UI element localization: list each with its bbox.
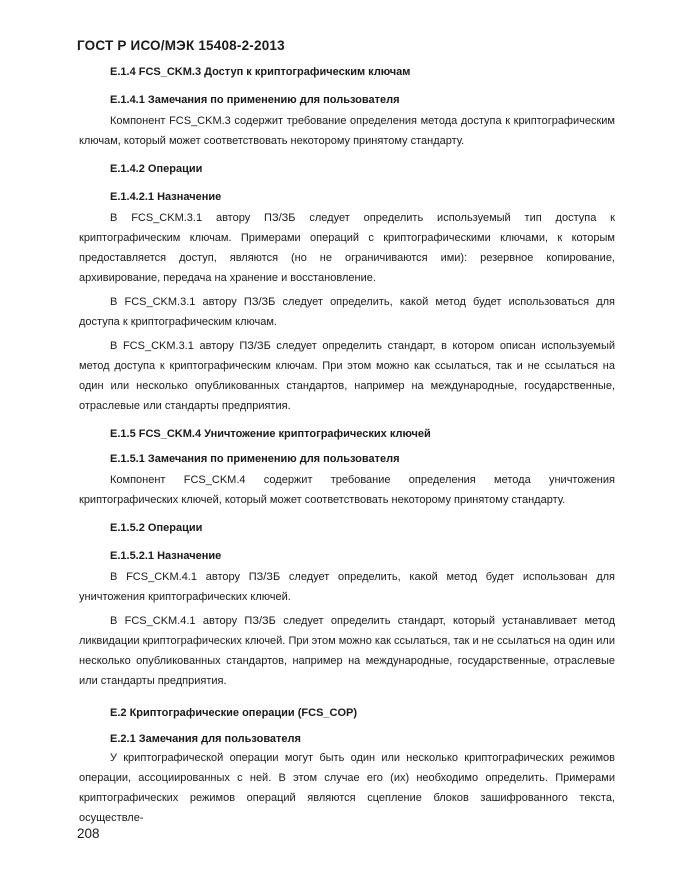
page-number: 208 xyxy=(77,826,100,841)
section-heading: E.1.5 FCS_CKM.4 Уничтожение криптографических ключей xyxy=(110,428,431,440)
document-body xyxy=(79,62,615,828)
paragraph: В FCS_CKM.3.1 автору ПЗ/ЗБ следует определить, какой метод будет использоваться для доступа к криптографическим ключам. xyxy=(79,296,615,328)
section-heading: E.1.5.2 Операции xyxy=(110,522,203,534)
section-heading: E.2.1 Замечания для пользователя xyxy=(110,733,301,745)
paragraph: У криптографической операции могут быть один или несколько криптографических режимов операции, ассоциированных с ней. В этом случае его (их) необходимо определить. Примерами криптографических режимов операций являются сцепление блоков зашифрованного текста, осуществле- xyxy=(79,752,615,824)
paragraph: Компонент FCS_CKM.4 содержит требование определения метода уничтожения криптографических ключей, который может соответствовать некоторому принятому стандарту. xyxy=(79,474,615,506)
section-heading: E.1.4.2 Операции xyxy=(110,163,203,175)
section-heading: E.1.4 FCS_CKM.3 Доступ к криптографическим ключам xyxy=(110,66,411,78)
section-heading: E.1.5.2.1 Назначение xyxy=(110,550,222,562)
paragraph: Компонент FCS_CKM.3 содержит требование определения метода доступа к криптографическим ключам, который может соответствовать некоторому принятому стандарту. xyxy=(79,115,615,147)
paragraph: В FCS_CKM.4.1 автору ПЗ/ЗБ следует определить стандарт, который устанавливает метод ликвидации криптографических ключей. При этом можно как ссылаться, так и не ссылаться на один или несколько опубликованных стандартов, например на международные, государственные, отраслевые или стандарты предприятия. xyxy=(79,615,615,687)
paragraph: В FCS_CKM.4.1 автору ПЗ/ЗБ следует определить, какой метод будет использован для уничтожения криптографических ключей. xyxy=(79,571,615,603)
section-heading: E.1.4.2.1 Назначение xyxy=(110,191,222,203)
section-heading: E.1.5.1 Замечания по применению для пользователя xyxy=(110,453,400,465)
section-heading: E.1.4.1 Замечания по применению для пользователя xyxy=(110,94,400,106)
document-title: ГОСТ Р ИСО/МЭК 15408-2-2013 xyxy=(77,38,285,53)
paragraph: В FCS_CKM.3.1 автору ПЗ/ЗБ следует определить стандарт, в котором описан используемый метод доступа к криптографическим ключам. При этом можно как ссылаться, так и не ссылаться на один или несколько опубликованных стандартов, например на международные, государственные, отраслевые или стандарты предприятия. xyxy=(79,340,615,412)
section-heading: E.2 Криптографические операции (FCS_COP) xyxy=(110,707,358,719)
paragraph: В FCS_CKM.3.1 автору ПЗ/ЗБ следует определить используемый тип доступа к криптографическим ключам. Примерами операций с криптографическими ключами, к которым предоставляется доступ, являются (но не ограничиваются ими): резервное копирование, архивирование, передача на хранение и восстановление. xyxy=(79,212,615,284)
